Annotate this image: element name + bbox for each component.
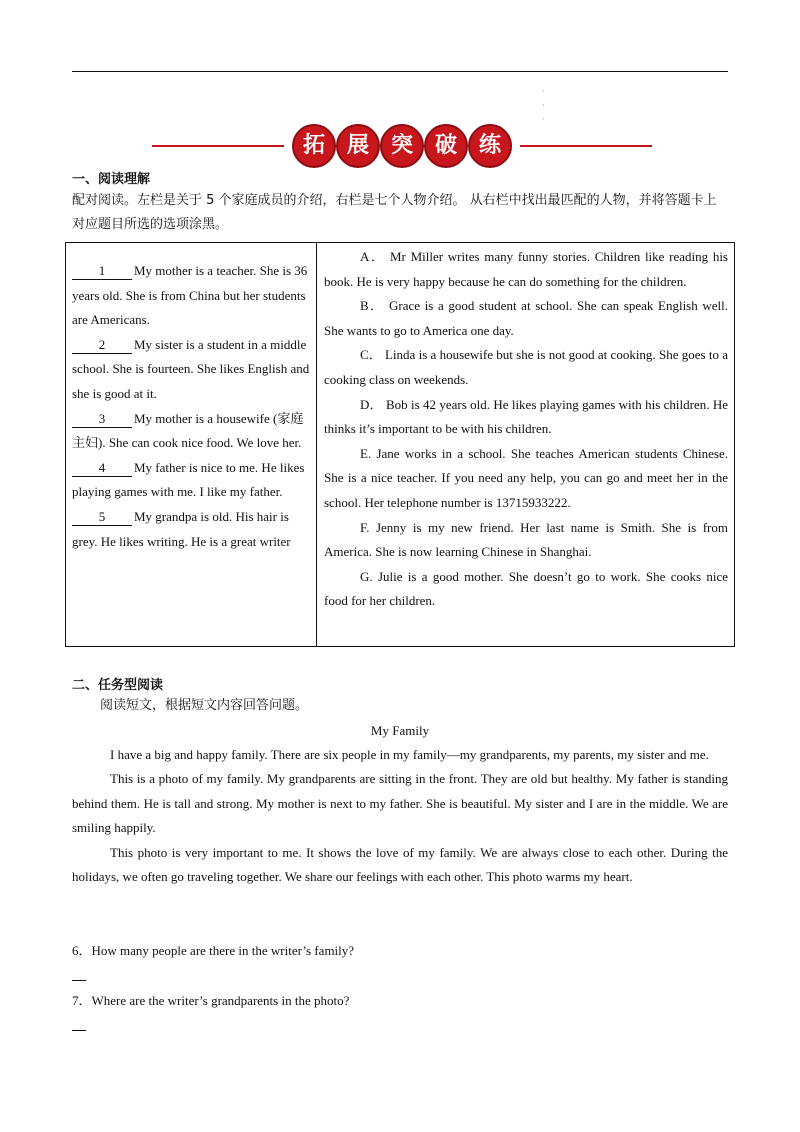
- answer-blank[interactable]: 4: [72, 459, 132, 477]
- story-paragraph: I have a big and happy family. There are six people in my family—my grandparents, my parents, my sister and me.: [110, 747, 709, 762]
- left-item: [72, 333, 310, 407]
- answer-blank[interactable]: 2: [72, 336, 132, 354]
- answer-blank[interactable]: 1: [72, 262, 132, 280]
- banner-char: 破: [424, 124, 468, 168]
- table-divider: [316, 243, 317, 646]
- answer-line-6[interactable]: [72, 980, 86, 981]
- story-title: My Family: [370, 723, 430, 738]
- option-f: F. Jenny is my new friend. Her last name is Smith. She is from America. She is now learning Chinese in Shanghai.: [324, 519, 728, 560]
- answer-blank[interactable]: 5: [72, 508, 132, 526]
- section1-instruction: 配对阅读。左栏是关于 5 个家庭成员的介绍，右栏是七个人物介绍。 从右栏中找出最匹配的人物，并将答题卡上对应题目所选的选项涂黑。: [72, 193, 717, 232]
- banner-char: 练: [468, 124, 512, 168]
- section1-title: 一、阅读理解: [72, 172, 151, 187]
- left-item: [72, 505, 310, 554]
- option-a: A． Mr Miller writes many funny stories. Children like reading his book. He is very happy because he can do something for the children.: [324, 249, 728, 289]
- story-paragraph: This photo is very important to me. It shows the love of my family. We are always close to each other. During the holidays, we often go traveling together. We share our feelings with each other. This photo warms my heart.: [72, 844, 728, 885]
- question-7: 7．Where are the writer’s grandparents in the photo?: [72, 993, 350, 1008]
- option-e: E. Jane works in a school. She teaches American students Chinese. She is a nice teacher. If you need any help, you can go and meet her in the school. Her telephone number is 13715933222.: [324, 445, 728, 510]
- option-d: D． Bob is 42 years old. He likes playing games with his children. He thinks it’s important to be with his children.: [324, 396, 728, 437]
- banner-char: 突: [380, 124, 424, 168]
- banner-line-right: [520, 145, 652, 147]
- banner-chars: [292, 124, 512, 168]
- answer-blank[interactable]: 3: [72, 410, 132, 428]
- question-6: 6．How many people are there in the writer’s family?: [72, 943, 355, 958]
- left-item: [72, 407, 310, 456]
- banner-char: 拓: [292, 124, 336, 168]
- option-c: C． Linda is a housewife but she is not good at cooking. She goes to a cooking class on weekends.: [324, 347, 728, 387]
- banner-char: 展: [336, 124, 380, 168]
- left-item-text: My grandpa is old. His hair is grey. He likes writing. He is a great writer: [72, 508, 291, 549]
- header-rule: [72, 71, 728, 72]
- story-paragraph: This is a photo of my family. My grandparents are sitting in the front. They are old but healthy. My father is standing behind them. He is tall and strong. My mother is next to my father. She is beautiful. My sister and I are in the middle. We are smiling happily.: [72, 771, 728, 836]
- option-g: G. Julie is a good mother. She doesn’t go to work. She cooks nice food for her children.: [324, 568, 728, 609]
- option-b: B． Grace is a good student at school. She can speak English well. She wants to go to America one day.: [324, 298, 728, 338]
- right-column: [324, 245, 728, 614]
- left-item-text: My sister is a student in a middle school. She is fourteen. She likes English and she is good at it.: [72, 336, 310, 401]
- section2-instruction: 阅读短文，根据短文内容回答问题。: [100, 698, 309, 713]
- banner-line-left: [152, 145, 284, 147]
- decorative-dots: · · ·: [542, 86, 545, 124]
- story-text: [72, 743, 728, 889]
- left-item-text: My mother is a teacher. She is 36 years old. She is from China but her students are Americans.: [72, 263, 308, 328]
- matching-table: [65, 242, 735, 647]
- section-banner: [152, 124, 652, 168]
- section2-title: 二、任务型阅读: [72, 678, 164, 693]
- left-column: [72, 259, 310, 554]
- left-item: [72, 259, 310, 333]
- left-item: [72, 456, 310, 505]
- left-item-text: My mother is a housewife (家庭主妇). She can cook nice food. We love her.: [72, 410, 304, 451]
- answer-line-7[interactable]: [72, 1030, 86, 1031]
- left-item-text: My father is nice to me. He likes playing games with me. I like my father.: [72, 459, 305, 500]
